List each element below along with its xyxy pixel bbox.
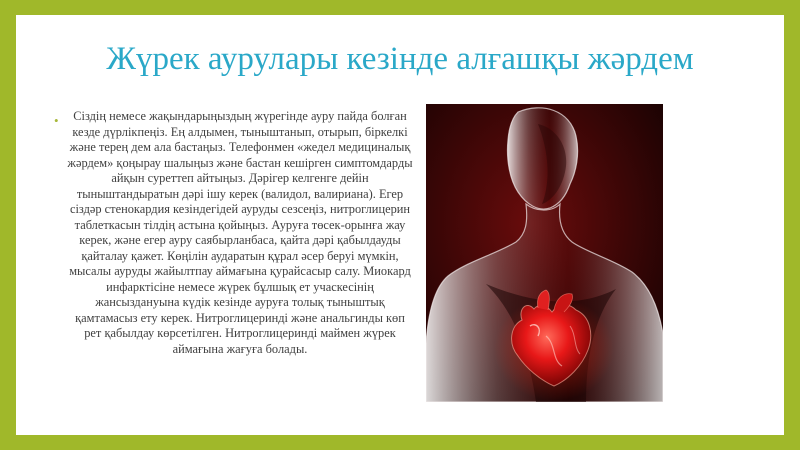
bullet-marker: • (54, 113, 59, 128)
heart-illustration (426, 104, 663, 402)
slide-title: Жүрек аурулары кезінде алғашқы жәрдем (106, 41, 694, 77)
body-heart-figure (426, 104, 663, 402)
slide (16, 15, 784, 435)
bullet-list (54, 109, 414, 357)
bullet-text: Сіздің немесе жақындарыңыздың жүрегінде ауру пайда болған кезде дүрлікпеңіз. Ең алдымен, тыныштанып, отырып, біркелкі және терең дем ала бастаңыз. Телефонмен «жедел медициналық жәрдем» қоңырау шалыңыз және бастан кешірген симптомдарды айқын суреттеп айтыңыз. Дәрігер келгенге дейін тыныштандыратын дәрі ішу керек (валидол, валириана). Егер сіздәр стенокардия кезіндегідей ауруды сезсеңіз, нитроглицерин таблеткасын тілдің астына қойыңыз. Ауруға төсек-орынға жау керек, және егер ауру саябырланбаса, қайта дәрі қабылдауды қайталау қажет. Көңілін аударатын құрал әсер беруі мүмкін, мысалы ауруды жайылтпау аймағына қурайсасыр салу. Миокард инфарктісіне немесе жүрек бұлшық ет учаскесінің жансыздануына күдік кезінде ауруға толық тыныштық қамтамасыз ету керек. Нитроглицеринді және анальгинды көп рет қабылдау көрсетілген. Нитроглицеринді маймен жүрек аймағына жағуға болады. (67, 109, 413, 356)
